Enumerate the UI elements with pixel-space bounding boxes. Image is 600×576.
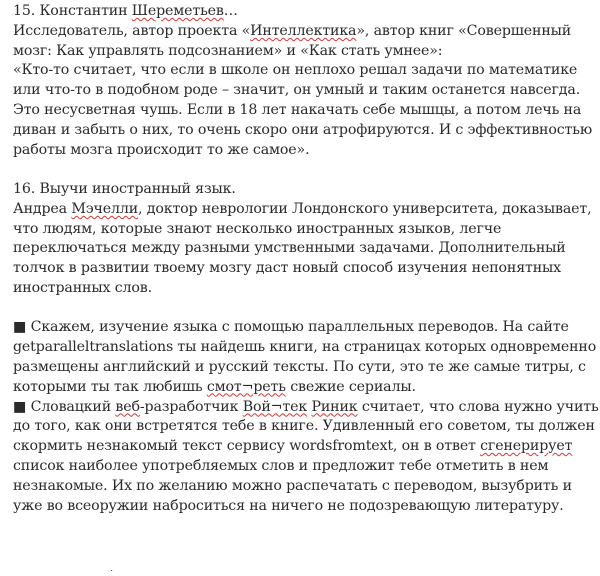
- text-run: », автор книг «Совершенный: [356, 22, 572, 39]
- bullet-line: ■ Скажем, изучение языка с помощью параллельных переводов. На сайте: [13, 319, 569, 336]
- spellcheck-word[interactable]: Мэчелли: [71, 200, 139, 217]
- text-run: -разработчик: [139, 398, 243, 415]
- paragraph-line: getparalleltranslations ты найдешь книги, на страницах которых одновременно: [13, 339, 597, 356]
- paragraph-line: уже во всеоружии наброситься на ничего не подозревающую литературу.: [13, 497, 564, 514]
- heading-text: 15. Константин: [13, 3, 132, 19]
- section-16-heading: 16. Выучи иностранный язык.: [13, 180, 236, 197]
- paragraph-line: «Кто-то считает, что если в школе он неплохо решал задачи по математике: [13, 62, 578, 79]
- spellcheck-word[interactable]: сгенерирует: [480, 438, 573, 455]
- spellcheck-word[interactable]: смот¬реть: [206, 378, 286, 395]
- text-run: Андреа: [13, 200, 72, 217]
- spellcheck-word[interactable]: веб: [115, 398, 140, 415]
- paragraph-line: Это несусветная чушь. Если в 18 лет накачать себе мышцы, а потом лечь на: [13, 101, 582, 118]
- paragraph-line: размещены английский и русский тексты. По сути, это те же самые титры, с: [13, 358, 586, 375]
- paragraph-line: толчок в развитии твоему мозгу даст новый способ изучения непонятных: [13, 260, 562, 277]
- paragraph-line: мозг: Как управлять подсознанием» и «Как стать умнее»:: [13, 42, 443, 59]
- spellcheck-word[interactable]: Шереметьев: [131, 3, 224, 19]
- paragraph-line: список наиболее употребляемых слов и предложит тебе отметить в нем: [13, 457, 549, 474]
- text-run: скормить незнакомый текст сервису wordsfromtext, он в ответ: [13, 438, 481, 455]
- text-run: , доктор неврологии Лондонского университета, доказывает,: [138, 200, 592, 217]
- paragraph-line: иностранных слов.: [13, 279, 152, 296]
- text-run: которыми ты так любишь: [13, 378, 207, 395]
- cutoff-text-fragment: [110, 570, 140, 572]
- spellcheck-word[interactable]: Риник: [311, 398, 358, 415]
- text-run: свежие сериалы.: [285, 378, 416, 395]
- text-run: считает, что слова нужно учить: [357, 398, 599, 415]
- paragraph-line: или что-то в подобном роде – значит, он умный и таким останется навсегда.: [13, 82, 581, 99]
- paragraph-line: переключаться между разными умственными задачами. Дополнительный: [13, 240, 566, 257]
- paragraph-line: что людям, которые знают несколько иностранных языков, легче: [13, 220, 502, 237]
- section-15-heading: [13, 2, 594, 22]
- paragraph-gap: [13, 160, 594, 180]
- bullet-line: [13, 398, 599, 418]
- text-run: ■ Словацкий: [13, 398, 116, 415]
- paragraph-line: [13, 378, 594, 398]
- heading-ellipsis: …: [223, 3, 238, 19]
- text-run: Исследователь, автор проекта «: [13, 22, 251, 39]
- spellcheck-word[interactable]: Вой¬тек: [242, 398, 308, 415]
- paragraph-line: до того, как они встретятся тебе в книге. Удивленный его советом, ты должен: [13, 418, 595, 435]
- paragraph-line: диван и забыть о них, то очень скоро они атрофируются. И с эффективностью: [13, 121, 593, 138]
- paragraph-line: работы мозга происходит то же самое».: [13, 141, 310, 158]
- paragraph-line: [13, 200, 594, 220]
- paragraph-line: [13, 22, 594, 42]
- spellcheck-word[interactable]: Интеллектика: [250, 22, 357, 39]
- paragraph-line: [13, 437, 594, 457]
- paragraph-gap: [13, 299, 594, 319]
- paragraph-line: незнакомые. Их по желанию можно распечатать с переводом, вызубрить и: [13, 477, 572, 494]
